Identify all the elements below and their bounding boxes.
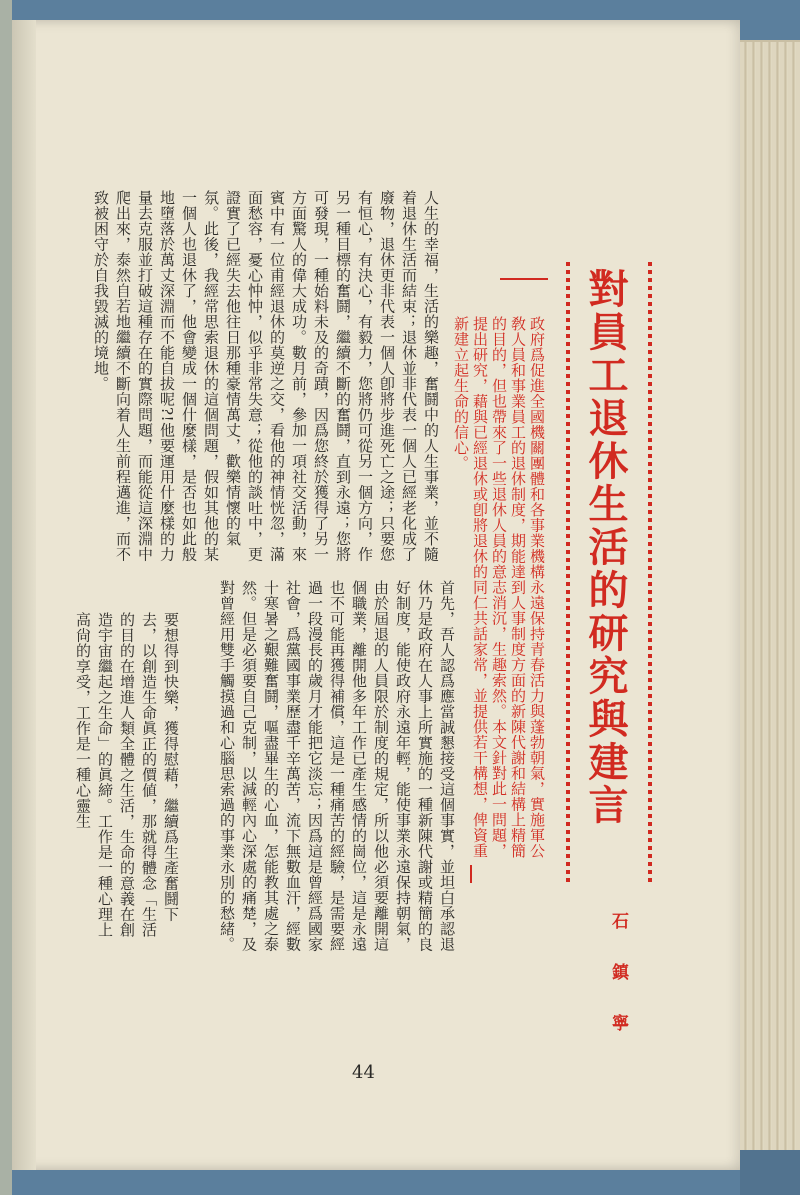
body-text-column-lower-right: 首先，吾人認爲應當誠懇接受這個事實，並坦白承認退休乃是政府在人事上所實施的一種新陳代謝或精簡的良好制度，能使政府永遠年輕，能使事業永遠保持朝氣，由於屆退的人員限於制度的規定，所以他必須要離開這個職業，離開他多年工作已產生感情的崗位，這是永遠也不可能再獲得補償，這是一種痛苦的經驗，是需要經過一段漫長的歲月才能把它淡忘；因爲這是曾經爲國家社會，爲黨國事業歷盡千辛萬苦，流下無數血汗，經數十寒暑之艱難奮鬪，嘔盡畢生的心血，怎能教其處之泰然。但是必須要自己克制，以減輕內心深處的痛楚，及對曾經用雙手觸摸過和心腦思索過的事業永別的愁緒。 <box>218 580 456 952</box>
title-border-left <box>566 262 570 882</box>
abstract-rule-bottom <box>470 865 472 883</box>
binding-gutter <box>12 20 36 1170</box>
book-cover <box>740 1150 800 1195</box>
page-edges <box>740 40 800 1157</box>
body-text-column-upper: 人生的幸福，生活的樂趣，奮鬪中的人生事業，並不隨着退休生活而結束；退休並非代表一個人已經老化成了廢物，退休更非代表一個人卽將步進死亡之途；只要您有恒心，有決心，有毅力，您將仍可從另一個方向，作另一種目標的奮鬪，繼續不斷的奮鬪，直到永遠；您將可發現，一種始料未及的奇蹟，因爲您終於獲得了另一方面驚人的偉大成功。數月前，參加一項社交活動，來賓中有一位甫經退休的莫逆之交，看他的神情恍忽，滿面愁容，憂心忡忡，似乎非常失意；從他的談吐中，更證實了已經失去他往日那種豪情萬丈，歡樂情懷的氣氛。此後，我經常思索退休的這個問題，假如其他的某一個人也退休了，他會變成一個什麼樣，是否也如此般地墮落於萬丈深淵而不能自拔呢?!他要運用什麼樣的力量去克服並打破這種存在的實際問題，而能從這深淵中爬出來，泰然自若地繼續不斷向着人生前程邁進，而不致被困守於自我毀滅的境地。 <box>92 190 440 562</box>
article-author: 石 鎮 寧 <box>608 912 628 1045</box>
article-abstract: 政府爲促進全國機關團體和各事業機構永遠保持青春活力與蓬勃朝氣，實施軍公敎人員和事業員工的退休制度，期能達到人事制度方面的新陳代謝和結構上精簡的目的，但也帶來了一些退休人員的意志消沉，生趣索然。本文針對此一問題，提出研究，藉與已經退休或卽將退休的同仁共話家常，並提供若干構想，俾資重新建立起生命的信心。 <box>452 316 546 859</box>
body-text-column-lower-left: 要想得到快樂，獲得慰藉，繼續爲生產奮鬪下去，以創造生命眞正的價値，那就得體念「生活的目的在增進人類全體之生活，生命的意義在創造宇宙繼起之生命」的眞締。工作是一種心理上高尙的享受，工作是一種心靈生 <box>74 612 180 938</box>
page-number: 44 <box>352 1062 375 1083</box>
adjacent-page-strip <box>0 0 12 1195</box>
title-border-right <box>648 262 652 882</box>
article-title: 對員工退休生活的研究與建言 <box>582 268 629 827</box>
abstract-rule-top <box>500 278 548 280</box>
